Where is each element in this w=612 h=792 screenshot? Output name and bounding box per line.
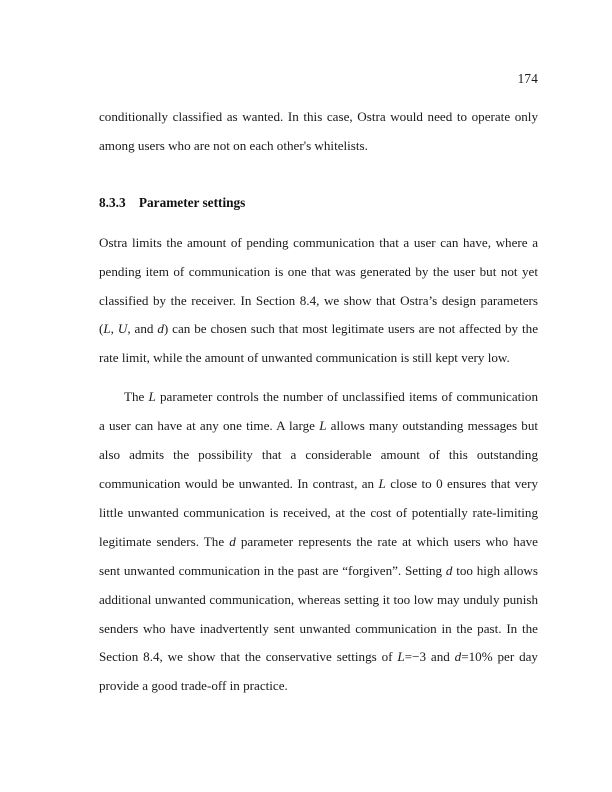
math-variable-d-third: d [454, 649, 462, 665]
section-heading: 8.3.3 Parameter settings [99, 194, 246, 210]
spacer-between-paragraphs [99, 373, 538, 383]
paragraph-intro [99, 103, 538, 161]
p2-segment-3: , and [127, 321, 158, 337]
math-variable-L: L [103, 321, 111, 337]
page-number: 174 [517, 71, 538, 86]
p3-segment-6: too high allows additional unwanted communication, whereas setting it too low may unduly punish senders who have inadvertently sent unwanted communication in the past. In the Section 8.4, we show that the conservative settings of [99, 562, 538, 665]
paragraph-L-and-d-discussion [99, 383, 538, 701]
math-variable-L-fourth: L [397, 649, 405, 665]
page-body [99, 103, 538, 701]
math-variable-d-second: d [445, 562, 453, 578]
p2-segment-2: , [110, 321, 118, 337]
math-variable-L-third: L [378, 475, 386, 491]
p2-segment-4: ) can be chosen such that most legitimate users are not affected by the rate limit, while the amount of unwanted communication is still kept very low. [99, 321, 539, 366]
p3-segment-1: The [124, 389, 149, 405]
math-variable-L-first: L [148, 389, 156, 405]
math-variable-U: U [117, 321, 128, 337]
paragraph-intro-text: conditionally classified as wanted. In this case, Ostra would need to operate only among users who are not on each other's whitelists. [99, 109, 538, 153]
p3-segment-8: =10% per day provide a good trade-off in practice. [99, 649, 538, 694]
math-variable-L-second: L [319, 418, 327, 434]
p3-segment-4: close to 0 ensures that very little unwanted communication is received, at the cost of potentially rate-limiting legitimate senders. The [99, 475, 538, 549]
spacer-before-heading [99, 161, 538, 189]
p3-segment-2: parameter controls the number of unclassified items of communication a user can have at any one time. A large [99, 389, 538, 434]
p3-segment-5: parameter represents the rate at which users who have sent unwanted communication in the past are “forgiven”. Setting [99, 533, 538, 578]
spacer-after-heading [99, 218, 538, 229]
math-variable-d: d [157, 321, 164, 337]
p3-segment-7: =−3 and [404, 649, 455, 665]
paragraph-parameters-overview [99, 229, 538, 374]
p3-segment-3: allows many outstanding messages but also admits the possibility that a considerable amount of this outstanding communication would be unwanted. In contrast, an [99, 418, 539, 491]
p2-segment-1: Ostra limits the amount of pending communication that a user can have, where a pending item of communication is one that was generated by the user but not yet classified by the receiver. In Section 8.4, we show that Ostra’s design parameters ( [99, 234, 538, 337]
math-variable-d-first: d [229, 533, 236, 549]
